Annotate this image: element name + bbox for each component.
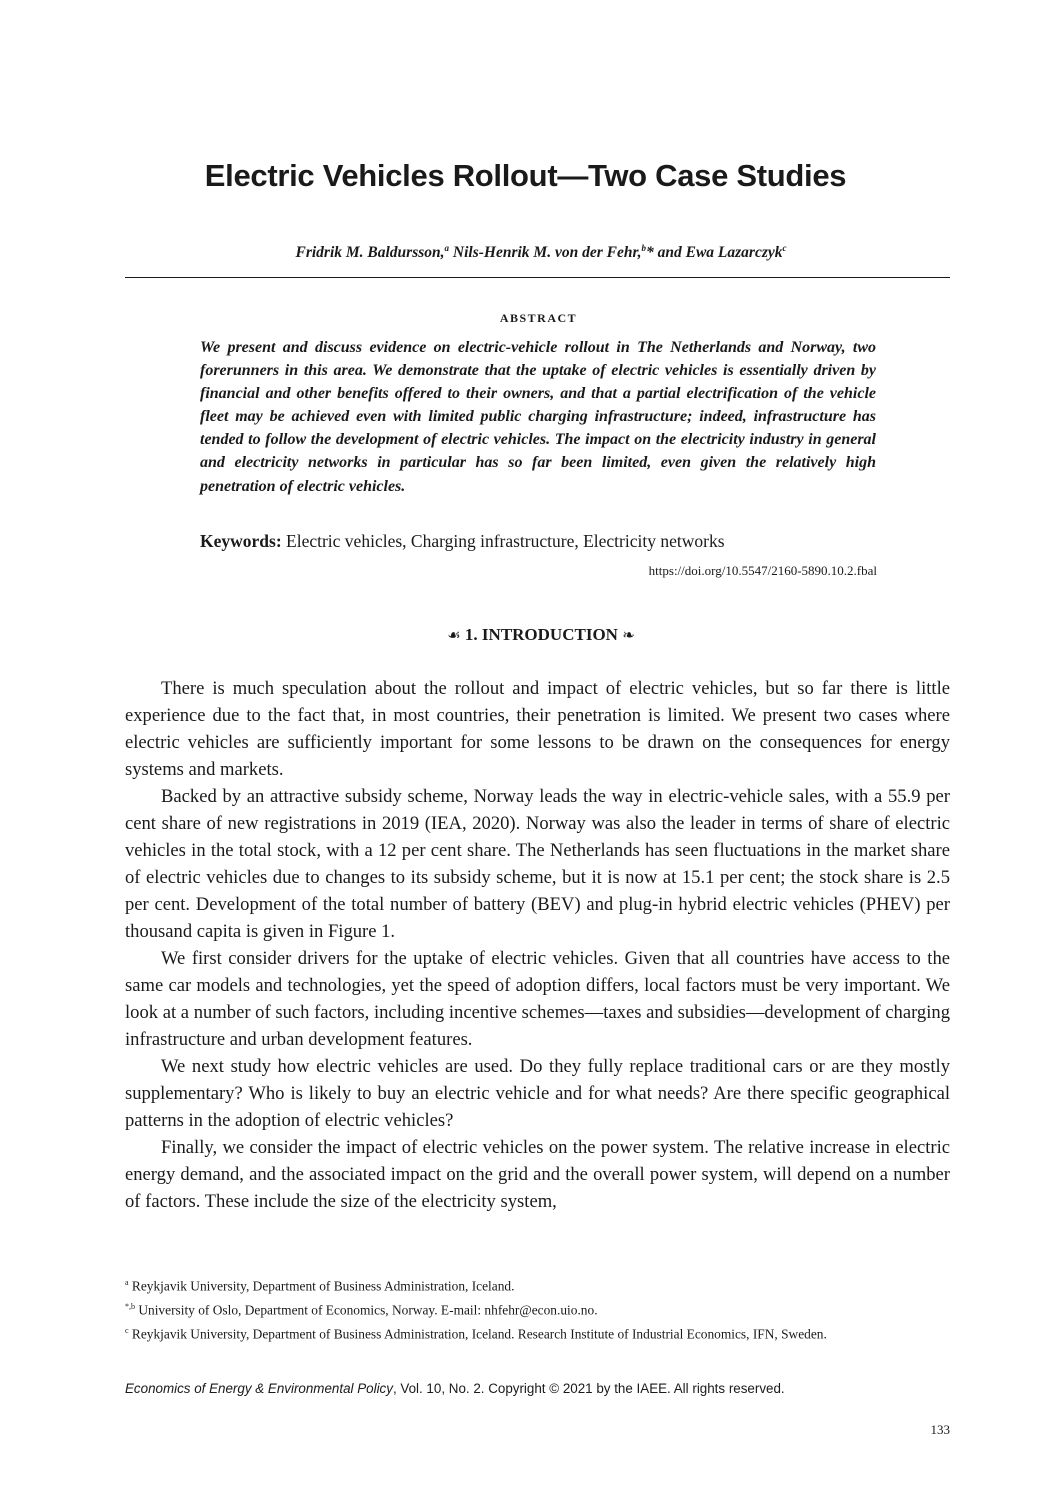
footnote-marker: *,b [125,1301,135,1311]
paragraph: We first consider drivers for the uptake of electric vehicles. Given that all countries have access to the same car models and technologies, yet the speed of adoption differs, local factors must be very important. We look at a number of such factors, including incentive schemes—taxes and subsidies—development of charging infrastructure and urban development features. [125,948,950,1050]
author-lazarczyk: Ewa Lazarczyk [685,244,783,262]
footnote-marker: a [125,1278,129,1287]
paragraph: Backed by an attractive subsidy scheme, Norway leads the way in electric-vehicle sales, with a 55.9 per cent share of new registrations in 2019 (IEA, 2020). Norway was also the leader in terms of share of electric vehicles in the total stock, with a 12 per cent share. The Netherlands has seen fluctuations in the market share of electric vehicles due to changes to its subsidy scheme, but it is now at 15.1 per cent; the stock share is 2.5 per cent. Development of the total number of battery (BEV) and plug-in hybrid electric vehicles (PHEV) per thousand capita is given in Figure 1. [125,786,950,942]
footnote-text: Reykjavik University, Department of Business Administration, Iceland. Research Institute of Industrial Economics, IFN, Sweden. [128,1326,827,1342]
journal-citation [125,1381,950,1396]
paragraph: We next study how electric vehicles are used. Do they fully replace traditional cars or are they mostly supplementary? Who is likely to buy an electric vehicle and for what needs? Are there specific geographical patterns in the adoption of electric vehicles? [125,1056,950,1131]
paragraph: Finally, we consider the impact of electric vehicles on the power system. The relative increase in electric energy demand, and the associated impact on the grid and the overall power system, will depend on a number of factors. These include the size of the electricity system, [125,1137,950,1212]
author-line [0,243,1051,262]
footnote [125,1321,950,1345]
paper-title: Electric Vehicles Rollout—Two Case Studies [204,158,847,193]
abstract-heading: ABSTRACT [499,311,578,325]
journal-volume-copyright: , Vol. 10, No. 2. Copyright © 2021 by the IAEE. All rights reserved. [392,1381,785,1396]
ornament-right-icon: ❧ [622,628,635,644]
page-number: 133 [930,1422,950,1437]
keywords-line [200,530,900,553]
author-baldursson: Fridrik M. Baldursson, [295,244,445,262]
section-heading-introduction [0,625,1051,645]
body-text [125,675,950,1215]
paragraph: There is much speculation about the rollout and impact of electric vehicles, but so far there is little experience due to the fact that, in most countries, their penetration is limited. We present two cases where electric vehicles are sufficiently important for some lessons to be drawn on the consequences for energy systems and markets. [125,678,950,780]
author-von-der-fehr: Nils-Henrik M. von der Fehr, [449,244,642,262]
footnote-marker: c [125,1325,129,1335]
author-conjunction: and [653,244,686,262]
doi-link[interactable]: https://doi.org/10.5547/2160-5890.10.2.fbal [648,563,877,578]
corresponding-author-star: * [646,244,654,262]
footnote-text: Reykjavik University, Department of Business Administration, Iceland. [128,1278,515,1294]
footnote [125,1297,950,1321]
affiliation-marker-b: b [641,243,646,253]
keywords-label: Keywords: [200,531,282,551]
footnote [125,1273,950,1297]
header-rule [125,277,950,278]
footnote-text: University of Oslo, Department of Economics, Norway. E-mail: nhfehr@econ.uio.no. [135,1302,598,1318]
keywords-list: Electric vehicles, Charging infrastructure, Electricity networks [281,531,725,551]
abstract-text: We present and discuss evidence on electric-vehicle rollout in The Netherlands and Norway, two forerunners in this area. We demonstrate that the uptake of electric vehicles is essentially driven by financial and other benefits offered to their owners, and that a partial electrification of the vehicle fleet may be achieved even with limited public charging infrastructure; indeed, infrastructure has tended to follow the development of electric vehicles. The impact on the electricity industry in general and electricity networks in particular has so far been limited, even given the relatively high penetration of electric vehicles. [200,339,876,495]
ornament-left-icon: ☙ [447,628,461,644]
journal-name: Economics of Energy & Environmental Policy [125,1381,393,1396]
section-title: 1. INTRODUCTION [464,625,618,644]
affiliation-marker-c: c [782,243,787,253]
affiliation-marker-a: a [444,243,450,253]
footnotes [125,1273,950,1345]
